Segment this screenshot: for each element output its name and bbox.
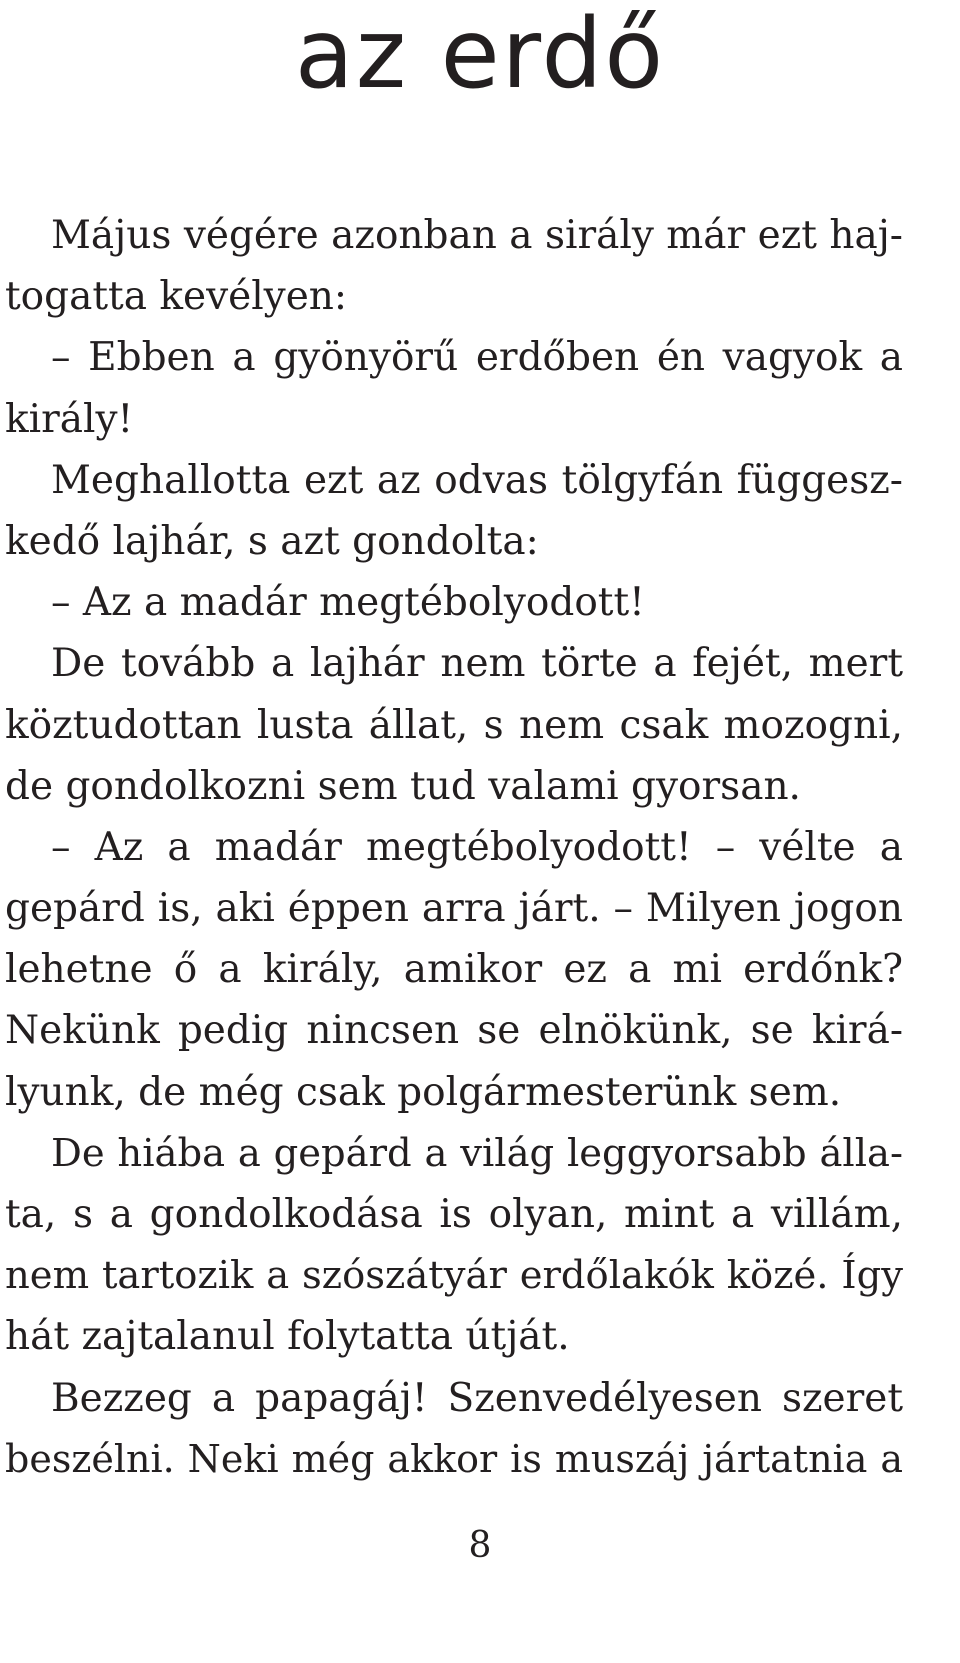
text-line: De hiába a gepárd a világ leggyorsabb álla-: [51, 1130, 903, 1176]
body-text: [5, 205, 903, 1490]
text-line: de gondolkozni sem tud valami gyorsan.: [5, 763, 801, 809]
text-line: De tovább a lajhár nem törte a fejét, mert: [51, 641, 903, 687]
text-line: – Az a madár megtébolyodott! – vélte a: [51, 824, 903, 870]
page-number: 8: [468, 1525, 492, 1566]
text-line: kedő lajhár, s azt gondolta:: [5, 518, 539, 564]
text-line: – Az a madár megtébolyodott!: [51, 580, 645, 626]
text-line: lehetne ő a király, amikor ez a mi erdőnk?: [5, 947, 903, 993]
text-line: Május végére azonban a sirály már ezt haj-: [51, 213, 903, 258]
text-line: Meghallotta ezt az odvas tölgyfán függesz-: [51, 457, 903, 503]
text-line: beszélni. Neki még akkor is muszáj jártatnia a: [5, 1436, 903, 1481]
text-line: Bezzeg a papagáj! Szenvedélyesen szeret: [51, 1375, 903, 1421]
text-line: Nekünk pedig nincsen se elnökünk, se kirá-: [5, 1008, 903, 1054]
text-line: ta, s a gondolkodása is olyan, mint a villám,: [5, 1192, 903, 1237]
text-line: király!: [5, 396, 134, 442]
text-line: köztudottan lusta állat, s nem csak mozogni,: [5, 702, 903, 748]
text-line: lyunk, de még csak polgármesterünk sem.: [5, 1069, 842, 1115]
text-line: – Ebben a gyönyörű erdőben én vagyok a: [51, 335, 903, 381]
text-line: nem tartozik a szószátyár erdőlakók közé. Így: [5, 1253, 903, 1299]
chapter-title: az erdő: [294, 0, 666, 110]
text-line: togatta kevélyen:: [5, 274, 348, 320]
text-line: hát zajtalanul folytatta útját.: [5, 1314, 570, 1360]
text-line: gepárd is, aki éppen arra járt. – Milyen jogon: [5, 886, 903, 932]
